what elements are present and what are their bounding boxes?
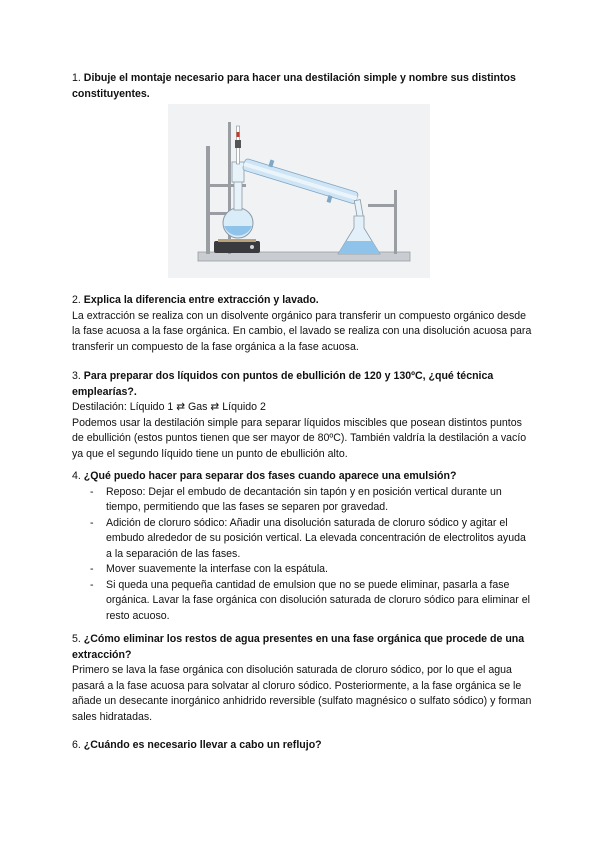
question-5-heading: [72, 632, 532, 663]
question-3-heading: [72, 369, 532, 400]
question-5: [72, 632, 532, 725]
question-number: 6.: [72, 739, 81, 751]
list-item: - Reposo: Dejar el embudo de decantación sin tapón y en posición vertical durante un tiempo, permitiendo que las fases se separen por gravedad.: [72, 485, 532, 516]
question-6-heading: [72, 738, 532, 754]
question-4: [72, 469, 532, 624]
distillation-apparatus-figure: [168, 104, 430, 278]
answer-text: Primero se lava la fase orgánica con disolución saturada de cloruro sódico, por lo que el agua pasará a la fase acuosa para solvatar al cloruro sódico. Posteriormente, a la fase orgánica se le añade un desecante inorgánico anhidrido reversible (sulfato magnésico o sulfato sódico) y forman sales hidratadas.: [72, 664, 532, 723]
question-title: ¿Cómo eliminar los restos de agua presentes en una fase orgánica que procede de una extracción?: [72, 633, 525, 661]
question-title: ¿Cuándo es necesario llevar a cabo un reflujo?: [83, 739, 322, 751]
answer-equation: Destilación: Líquido 1 ⇄ Gas ⇄ Líquido 2: [72, 401, 266, 413]
support-rod: [206, 146, 210, 254]
list-item: - Si queda una pequeña cantidad de emulsion que no se puede eliminar, pasarla a fase orgánica. Lavar la fase orgánica con disolución saturada de cloruro sódico para eliminar el resto acuoso.: [72, 578, 532, 625]
question-number: 4.: [72, 470, 81, 482]
question-3: [72, 369, 532, 462]
question-2-heading: [72, 293, 532, 309]
question-number: 5.: [72, 633, 81, 645]
list-item: - Mover suavemente la interfase con la espátula.: [72, 562, 532, 578]
question-1-heading: [72, 71, 532, 102]
question-title: ¿Qué puedo hacer para separar dos fases cuando aparece una emulsión?: [83, 470, 457, 482]
answer-text: La extracción se realiza con un disolvente orgánico para transferir un compuesto orgánico desde la fase acuosa a la fase orgánica. En cambio, el lavado se realiza con una disolución acuosa para transferir un compuesto de la fase orgánica a la fase acuosa.: [72, 309, 532, 353]
question-2: [72, 293, 532, 355]
question-title: Explica la diferencia entre extracción y lavado.: [83, 294, 319, 306]
question-number: 3.: [72, 370, 81, 382]
answer-text: Podemos usar la destilación simple para separar líquidos miscibles que posean distintos puntos de ebullición (estos puntos tienen que ser mayor de 80ºC). También valdría la destilación a vacío ya que el segundo líquido tiene un punto de ebullición alto.: [72, 416, 527, 460]
question-1: [72, 71, 532, 102]
question-title: Dibuje el montaje necesario para hacer una destilación simple y nombre sus distintos constituyentes.: [72, 72, 516, 100]
question-4-heading: [72, 469, 532, 485]
answer-list: [72, 485, 532, 625]
question-number: 1.: [72, 72, 81, 84]
question-title: Para preparar dos líquidos con puntos de ebullición de 120 y 130ºC, ¿qué técnica emplearías?.: [72, 370, 494, 398]
list-item: - Adición de cloruro sódico: Añadir una disolución saturada de cloruro sódico y agitar el embudo alrededor de su posición vertical. La elevada concentración de electrolitos ayuda a la separación de las fases.: [72, 516, 532, 563]
distillation-apparatus-image: [168, 104, 430, 278]
question-6: [72, 738, 532, 754]
support-rod: [394, 190, 397, 254]
question-number: 2.: [72, 294, 81, 306]
